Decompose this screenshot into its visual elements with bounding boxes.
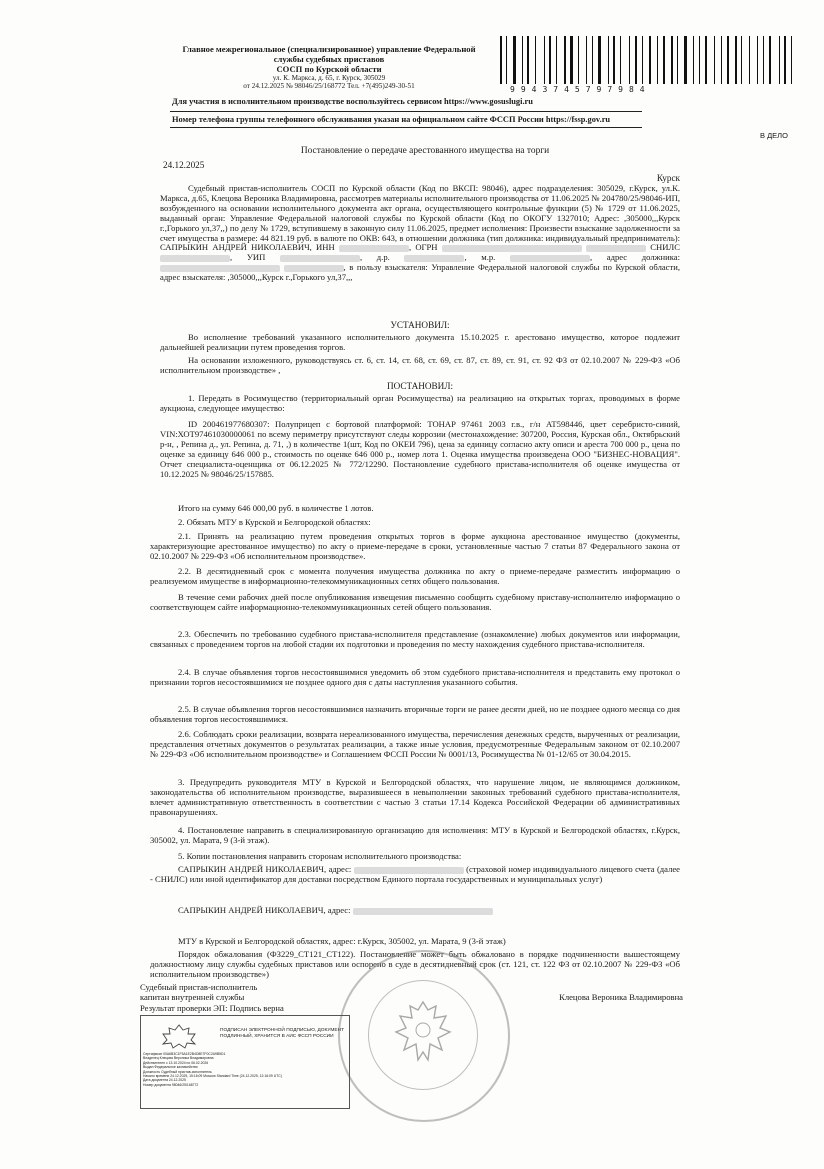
ogrn-label: , ОГРН	[408, 242, 438, 253]
barcode-bar	[689, 36, 690, 84]
barcode-bar	[663, 36, 665, 84]
recipient-1-name: САПРЫКИН АНДРЕЙ НИКОЛАЕВИЧ, адрес:	[178, 864, 352, 874]
header-divider-bottom	[170, 127, 642, 128]
barcode-bar	[661, 36, 662, 84]
uip-label: , УИП	[230, 252, 266, 263]
barcode-bar	[642, 36, 643, 84]
e-signature-line: Действителен с 13.10.2024 по 06.02.2026	[143, 1060, 209, 1065]
barcode-bar	[549, 36, 551, 84]
barcode-bar	[500, 36, 502, 84]
redaction	[354, 867, 464, 874]
property-item: ID 200461977680307: Полуприцеп с бортовой платформой: ТОНАР 97461 2003 г.в., г/н АТ598446, цвет серебристо-синий, VIN:ХОТ97461030000061 по всему периметру присутствуют следы коррозии (местонахождение: 307200, Россия, Курская обл., Октябрьский р-н, , Репина д., ул. Репина, д. 71, ,) в количестве 1(шт, Код по ОКЕИ 796), цена за единицу согласно акту описи и ареста 700 000 р., цена по оценке за единицу 646 000 р., стоимость по оценке 646 000 р., номер лота 1. Оценка имущества произведена ООО "БИЗНЕС-НОВАЦИЯ". Отчет специалиста-оценщика от 06.12.2025 № 772/12290. Постановление судебного пристава-исполнителя об оценке имущества от 10.12.2025 № 98046/25/157885.	[160, 419, 680, 479]
header-ref-line: от 24.12.2025 № 98046/25/168772 Тел. +7(495)249-30-51	[243, 82, 415, 90]
barcode-bar	[657, 36, 658, 84]
resolved-p5: 5. Копии постановления направить сторонам исполнительного производства:	[178, 851, 462, 861]
intro-text: Судебный пристав-исполнитель СОСП по Курской области (Код по ВКСП: 98046), адрес подразделения: 305029, г.Курск, ул.К. Маркса, д.65, Клецова Вероника Владимировна, рассмотрев материалы исполнительного производства от 11.06.2025 № 204780/25/98046-ИП, возбужденного на основании исполнительного документа акт органа, осуществляющего контрольные функции (5) № 1729 от 11.06.2025, выданный орган: Управление Федеральной налоговой службы по Курской области (Код по ОКОГУ 1327010; Адрес: ,305000,,,Курск г.,Горького ул,37,,) по делу № 1729, вступившему в законную силу 11.06.2025, предмет исполнения: Произвести взыскание задолженности за счет имущества в размере: 44 821.19 руб. в валюте по ОКВ: 643, в отношении должника (тип должника: индивидуальный предприниматель): САПРЫКИН АНДРЕЙ НИКОЛАЕВИЧ, ИНН	[160, 183, 680, 253]
barcode-bar	[592, 36, 593, 84]
e-signature-line: Владелец Клецова Вероника Владимировна	[143, 1056, 214, 1061]
barcode-bar	[738, 36, 739, 84]
barcode-bar	[769, 36, 771, 84]
fssp-emblem-icon	[149, 1022, 209, 1050]
barcode-bar	[699, 36, 700, 84]
barcode-bar	[503, 36, 504, 84]
barcode-bar	[629, 36, 630, 84]
redaction	[280, 255, 360, 262]
v-delo-mark: В ДЕЛО	[760, 131, 788, 140]
redaction	[442, 245, 582, 252]
recipient-1-details: (страховой номер индивидуального лицевого счета (далее - СНИЛС) или иной идентификатор для доставки посредством Единого портала государственных и муниципальных услуг)	[150, 864, 680, 884]
barcode-bar	[784, 36, 786, 84]
resolved-p1: 1. Передать в Росимущество (территориальный орган Росимущества) на реализацию на открытых торгах, проводимых в форме аукциона, следующее имущество:	[160, 393, 680, 413]
barcode-bar	[674, 36, 675, 84]
barcode-bar	[596, 36, 597, 84]
barcode-bar	[767, 36, 768, 84]
barcode-bar	[693, 36, 694, 84]
established-p1: Во исполнение требований указанного исполнительного документа 15.10.2025 г. арестовано имущество, которое подлежит дальнейшей реализации путем проведения торгов.	[160, 332, 680, 352]
header-divider	[170, 111, 642, 112]
barcode-bar	[779, 36, 780, 84]
resolved-p3: 3. Предупредить руководителя МТУ в Курской и Белгородской областях, что нарушение лицом, не являющимся должником, законодательства об исполнительном производстве, выразившееся в невыполнении законных требований судебного пристава-исполнителя, влечет административную ответственность в соответствии с частью 3 статьи 17.14 Кодекса Российской Федерации об административных правонарушениях.	[150, 777, 680, 817]
barcode-bar	[588, 36, 590, 84]
dr-label: , д.р.	[359, 252, 390, 263]
doc-city: Курск	[656, 173, 680, 183]
barcode-bar	[725, 36, 726, 84]
barcode-bar	[578, 36, 579, 84]
barcode-bar	[757, 36, 758, 84]
appeal-paragraph: Порядок обжалования (ФЗ229_СТ121_СТ122). Постановление может быть обжаловано в порядке подчиненности вышестоящему должностному лицу службы судебных приставов или оспорено в суде в десятидневный срок (ст. 121, ст. 122 ФЗ от 02.10.2007 № 229-ФЗ «Об исполнительном производстве»)	[150, 949, 680, 979]
barcode-bar	[620, 36, 621, 84]
barcode-bar	[709, 36, 711, 84]
doc-title: Постановление о передаче арестованного имущества на торги	[300, 146, 550, 156]
resolved-p2-1: 2.1. Принять на реализацию путем проведения открытых торгов в форме аукциона арестованное имущество (документы, характеризующие арестованное имущество) по акту о приеме-передаче в сроки, установленные частью 7 статьи 87 Федерального закона от 02.10.2007 № 229-ФЗ «Об исполнительном производстве».	[150, 531, 680, 561]
barcode-bar	[535, 36, 536, 84]
barcode-bar	[581, 36, 583, 84]
barcode-bar	[556, 36, 557, 84]
ep-check-result: Результат проверки ЭП: Подпись верна	[140, 1003, 284, 1013]
resolved-p2-5: 2.5. В случае объявления торгов несостоявшимися назначить вторичные торги не ранее десяти дней, но не позднее одного месяца со дня объявления торгов несостоявшимися.	[150, 704, 680, 724]
signer-position	[140, 983, 440, 1003]
redaction	[586, 245, 646, 252]
barcode-bar	[554, 36, 555, 84]
barcode-bar	[667, 36, 668, 84]
recipient-2	[150, 906, 680, 916]
barcode-bar	[576, 36, 577, 84]
mr-label: , м.р.	[464, 252, 496, 263]
resolved-p2-2: 2.2. В десятидневный срок с момента получения имущества должника по акту о приеме-передаче разместить информацию о реализуемом имуществе в информационно-телекоммуникационных сетях общего пользования.	[150, 566, 680, 586]
redaction	[510, 255, 590, 262]
redaction	[404, 255, 464, 262]
barcode-bar	[794, 36, 796, 84]
resolved-p2-4: 2.4. В случае объявления торгов несостоявшимися уведомить об этом судебного пристава-исполнителя и представить ему протокол о признании торгов несостоявшимися не позднее одного дня с даты наступления указанного события.	[150, 667, 680, 687]
e-signature-title: ПОДПИСАН ЭЛЕКТРОННОЙ ПОДПИСЬЮ, ДОКУМЕНТ ПОДЛИННЫЙ, ХРАНИТСЯ В АИС ФССП РОССИИ	[220, 1028, 345, 1039]
e-signature-line: Сертификат 00A6B3C1F5A1E2B4D8E7F0C2A9B5D1	[143, 1052, 226, 1056]
barcode-bar	[510, 36, 512, 84]
barcode-bar	[613, 36, 615, 84]
header-address-line: ул. К. Маркса, д. 65, г. Курск, 305029	[272, 74, 386, 82]
signer-name: Клецова Вероника Владимировна	[559, 992, 683, 1002]
phone-line: Номер телефона группы телефонного обслуживания указан на официальном сайте ФССП России https://fssp.gov.ru	[172, 115, 611, 124]
e-signature-line: Начало времени 24.12.2025, 15:16:09 Moscow Standard Time (24.12.2025, 12:16:09 UTC)	[143, 1074, 282, 1079]
barcode-bar	[570, 36, 573, 84]
barcode-bar	[567, 36, 568, 84]
total-line: Итого на сумму 646 000,00 руб. в количестве 1 лотов.	[178, 503, 374, 513]
barcode-bar	[703, 36, 704, 84]
barcode-bar	[763, 36, 764, 84]
barcode-bar	[749, 36, 750, 84]
established-heading: УСТАНОВИЛ:	[390, 320, 450, 330]
e-signature-line: Номер документа 98046/25/168772	[143, 1082, 199, 1087]
doc-date: 24.12.2025	[163, 160, 205, 170]
recipient-2-name: САПРЫКИН АНДРЕЙ НИКОЛАЕВИЧ, адрес:	[178, 905, 351, 915]
barcode-bar	[741, 36, 742, 84]
barcode-bar	[527, 36, 529, 84]
recipient-3: МТУ в Курской и Белгородской областях, адрес: г.Курск, 305002, ул. Марата, 9 (3-й этаж)	[178, 936, 506, 946]
signer-position-2: капитан внутренней службы	[140, 991, 245, 1002]
snils-label: СНИЛС	[650, 242, 680, 253]
barcode-bar	[524, 36, 525, 84]
barcode-bar	[671, 36, 673, 84]
barcode-bar	[652, 36, 655, 84]
barcode-bar	[721, 36, 722, 84]
barcode-bar	[640, 36, 641, 84]
redaction	[339, 245, 409, 252]
barcode-bar	[752, 36, 754, 84]
header-org-name: Главное межрегиональное (специализированное) управление Федеральной службы судебных приставов	[182, 44, 476, 64]
header-org-unit: СОСП по Курской области	[276, 64, 382, 74]
barcode-bar	[727, 36, 729, 84]
barcode-bar	[506, 36, 507, 84]
barcode-number: 9943745797984	[510, 85, 651, 94]
resolved-heading: ПОСТАНОВИЛ:	[386, 381, 454, 391]
barcode-bar	[546, 36, 547, 84]
barcode-bar	[586, 36, 587, 84]
barcode-bar	[745, 36, 748, 84]
barcode-bar	[684, 36, 687, 84]
redaction	[160, 255, 230, 262]
barcode-bar	[631, 36, 633, 84]
barcode-bar	[544, 36, 545, 84]
barcode-bar	[705, 36, 707, 84]
redaction	[160, 265, 280, 272]
barcode-bar	[608, 36, 609, 84]
barcode-bar	[789, 36, 790, 84]
barcode-bar	[773, 36, 776, 84]
barcode-bar	[610, 36, 611, 84]
recipient-1	[150, 865, 680, 885]
barcode-bar	[649, 36, 651, 84]
barcode-bar	[731, 36, 732, 84]
e-signature-line: Выдан Федеральное казначейство	[143, 1065, 198, 1070]
barcode-bar	[564, 36, 566, 84]
barcode-bar	[791, 36, 792, 84]
barcode-bar	[623, 36, 626, 84]
barcode-bar	[598, 36, 601, 84]
header-address	[170, 74, 488, 90]
recovery-text: , в пользу взыскателя: Управление Федеральной налоговой службы по Курской области, адрес взыскателя: ,305000,,,Курск г.,Горького ул,37,,,	[160, 262, 680, 283]
barcode-bar	[645, 36, 646, 84]
e-signature-line: Должность Судебный пристав-исполнитель	[143, 1069, 212, 1074]
barcode-bar	[532, 36, 534, 84]
barcode-bar	[635, 36, 637, 84]
barcode-bar	[759, 36, 761, 84]
header-org	[170, 44, 488, 74]
barcode-bar	[513, 36, 516, 84]
established-p2: На основании изложенного, руководствуясь ст. 6, ст. 14, ст. 68, ст. 69, ст. 87, ст. 89, ст. 91, ст. 92 ФЗ от 02.10.2007 № 229-ФЗ «Об исполнительном производстве» ,	[160, 355, 680, 375]
barcode-bar	[518, 36, 519, 84]
gosuslugi-line: Для участия в исполнительном производстве воспользуйтесь сервисом https://www.gosuslugi.ru	[172, 97, 533, 106]
resolved-p2-2b: В течение семи рабочих дней после опубликования извещения письменно сообщить судебному приставу-исполнителю информацию о соответствующем сайте информационно-телекоммуникационных сетей общего пользования.	[150, 592, 680, 612]
barcode-bar	[538, 36, 541, 84]
resolved-p2-6: 2.6. Соблюдать сроки реализации, возврата нереализованного имущества, перечисления денежных средств, вырученных от реализации, представления отчетных документов о результатах реализации, а также иные условия, предусмотренные Федеральным законом от 02.10.2007 № 229-ФЗ «Об исполнительном производстве» и Соглашением ФССП России № 0001/13, Росимущества № 01-12/65 от 30.04.2015.	[150, 729, 680, 759]
intro-paragraph	[160, 184, 680, 283]
barcode-bar	[695, 36, 697, 84]
resolved-p2-3: 2.3. Обеспечить по требованию судебного пристава-исполнителя представление (ознакомление) любых документов или информации, связанных с проведением торгов на любой стадии их подготовки и проведения по месту нахождения судебного пристава-исполнителя.	[150, 629, 680, 649]
resolved-p4: 4. Постановление направить в специализированную организацию для исполнения: МТУ в Курской и Белгородской областях, г.Курск, 305002, ул. Марата, 9 (3-й этаж).	[150, 825, 680, 845]
debtor-address-label: , адрес должника:	[589, 252, 680, 263]
signer-position-1: Судебный пристав-исполнитель	[140, 982, 258, 992]
barcode-bar	[603, 36, 605, 84]
barcode-bar	[714, 36, 715, 84]
e-signature-line: Дата документа 24.12.2025	[143, 1078, 186, 1083]
barcode-bar	[735, 36, 737, 84]
barcode	[500, 36, 802, 84]
barcode-bar	[677, 36, 678, 84]
resolved-p2: 2. Обязать МТУ в Курской и Белгородской областях:	[178, 517, 371, 527]
barcode-bar	[618, 36, 619, 84]
redaction	[353, 908, 493, 915]
barcode-bar	[681, 36, 683, 84]
e-signature-details	[143, 1052, 343, 1087]
barcode-bar	[716, 36, 719, 84]
barcode-bar	[559, 36, 561, 84]
barcode-bar	[781, 36, 782, 84]
redaction	[284, 265, 344, 272]
barcode-bar	[522, 36, 523, 84]
